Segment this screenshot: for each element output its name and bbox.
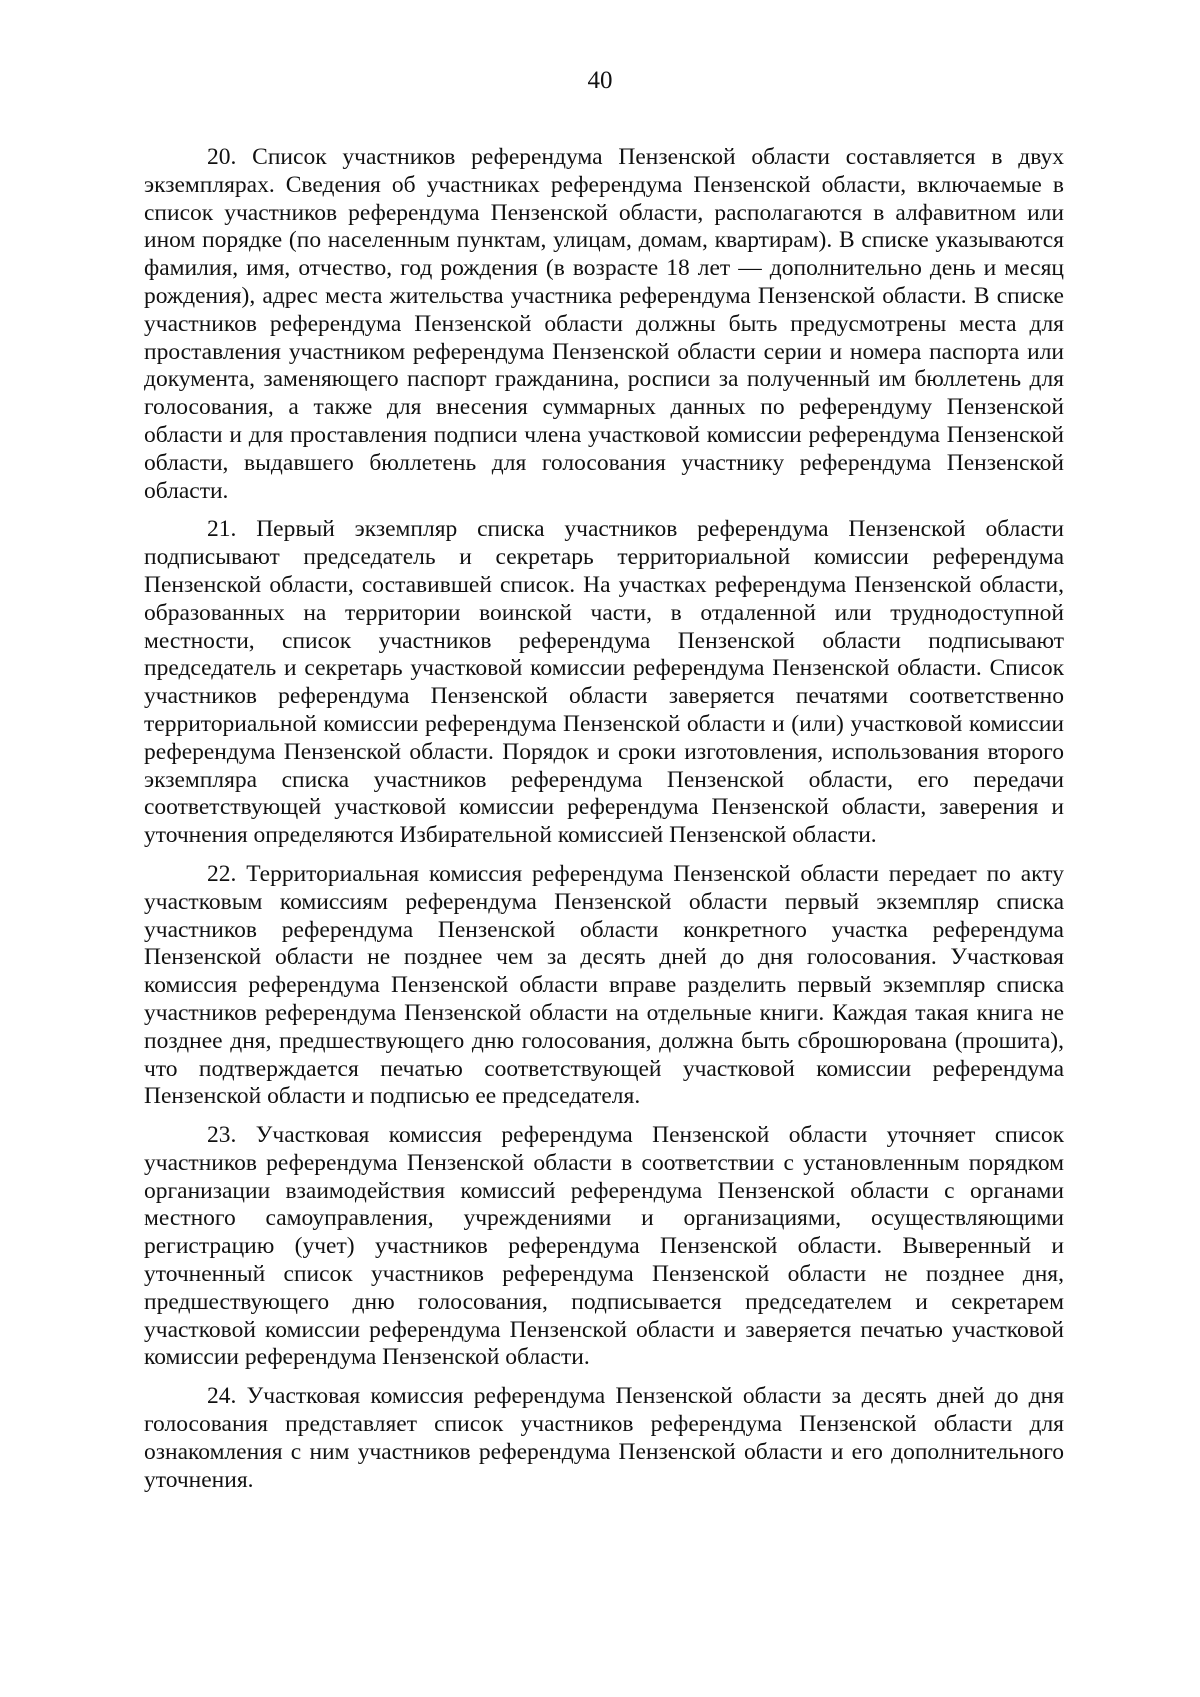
paragraph-22: 22. Территориальная комиссия референдума Пензенской области передает по акту участковым комиссиям референдума Пензенской области первый экземпляр списка участников референдума Пензенской области конкретного участка референдума Пензенской области не позднее чем за десять дней до дня голосования. Участковая комиссия референдума Пензенской области вправе разделить первый экземпляр списка участников референдума Пензенской области на отдельные книги. Каждая такая книга не позднее дня, предшествующего дню голосования, должна быть сброшюрована (прошита), что подтверждается печатью соответствующей участковой комиссии референдума Пензенской области и подписью ее председателя. <box>144 860 1064 1110</box>
paragraph-24: 24. Участковая комиссия референдума Пензенской области за десять дней до дня голосования представляет список участников референдума Пензенской области для ознакомления с ним участников референдума Пензенской области и его дополнительного уточнения. <box>144 1383 1064 1493</box>
paragraph-21: 21. Первый экземпляр списка участников референдума Пензенской области подписывают председатель и секретарь территориальной комиссии референдума Пензенской области, составившей список. На участках референдума Пензенской области, образованных на территории воинской части, в отдаленной или труднодоступной местности, список участников референдума Пензенской области подписывают председатель и секретарь участковой комиссии референдума Пензенской области. Список участников референдума Пензенской области заверяется печатями соответственно территориальной комиссии референдума Пензенской области и (или) участковой комиссии референдума Пензенской области. Порядок и сроки изготовления, использования второго экземпляра списка участников референдума Пензенской области, его передачи соответствующей участковой комиссии референдума Пензенской области, заверения и уточнения определяются Избирательной комиссией Пензенской области. <box>144 516 1064 849</box>
paragraph-20: 20. Список участников референдума Пензенской области составляется в двух экземплярах. Сведения об участниках референдума Пензенской области, включаемые в список участников референдума Пензенской области, располагаются в алфавитном или ином порядке (по населенным пунктам, улицам, домам, квартирам). В списке указываются фамилия, имя, отчество, год рождения (в возрасте 18 лет — дополнительно день и месяц рождения), адрес места жительства участника референдума Пензенской области. В списке участников референдума Пензенской области должны быть предусмотрены места для проставления участником референдума Пензенской области серии и номера паспорта или документа, заменяющего паспорт гражданина, росписи за полученный им бюллетень для голосования, а также для внесения суммарных данных по референдуму Пензенской области и для проставления подписи члена участковой комиссии референдума Пензенской области, выдавшего бюллетень для голосования участнику референдума Пензенской области. <box>144 144 1064 504</box>
document-body <box>144 144 1064 1505</box>
page-number: 40 <box>587 67 613 94</box>
paragraph-23: 23. Участковая комиссия референдума Пензенской области уточняет список участников референдума Пензенской области в соответствии с установленным порядком организации взаимодействия комиссий референдума Пензенской области с органами местного самоуправления, учреждениями и организациями, осуществляющими регистрацию (учет) участников референдума Пензенской области. Выверенный и уточненный список участников референдума Пензенской области не позднее дня, предшествующего дню голосования, подписывается председателем и секретарем участковой комиссии референдума Пензенской области и заверяется печатью участковой комиссии референдума Пензенской области. <box>144 1122 1064 1371</box>
